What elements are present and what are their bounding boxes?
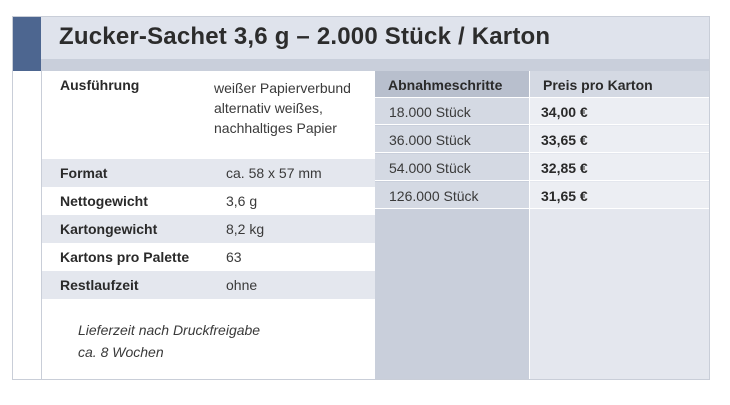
header-band bbox=[41, 59, 709, 71]
price-cell bbox=[530, 98, 709, 125]
spec-value-kartongewicht: 8,2 kg bbox=[226, 221, 265, 237]
delivery-note-line: ca. 8 Wochen bbox=[78, 344, 164, 360]
spec-value-format: ca. 58 x 57 mm bbox=[226, 165, 322, 181]
quantity-column bbox=[375, 71, 529, 379]
quantity-cell bbox=[375, 98, 529, 125]
quantity-cell bbox=[375, 126, 529, 153]
product-card bbox=[12, 16, 710, 380]
spec-value-nettogewicht: 3,6 g bbox=[226, 193, 258, 209]
spec-value-ausfuehrung bbox=[214, 78, 351, 138]
spec-row-nettogewicht bbox=[42, 187, 375, 215]
delivery-note bbox=[78, 319, 260, 363]
spec-row-format bbox=[42, 159, 375, 187]
spec-value-line: nachhaltiges Papier bbox=[214, 120, 337, 136]
quantity-value: 126.000 Stück bbox=[389, 188, 479, 204]
spec-label-restlaufzeit: Restlaufzeit bbox=[60, 277, 139, 293]
spec-label-ausfuehrung: Ausführung bbox=[60, 77, 140, 93]
spec-label-nettogewicht: Nettogewicht bbox=[60, 193, 148, 209]
quantity-cell bbox=[375, 182, 529, 209]
spec-value-line: weißer Papierverbund bbox=[214, 80, 351, 96]
spec-value-line: alternativ weißes, bbox=[214, 100, 323, 116]
spec-value-kartons-pro-palette: 63 bbox=[226, 249, 242, 265]
accent-bar bbox=[13, 17, 41, 71]
quantity-header-cell bbox=[375, 71, 529, 98]
price-value: 31,65 € bbox=[541, 188, 588, 204]
spec-row-ausfuehrung bbox=[42, 71, 375, 159]
price-value: 33,65 € bbox=[541, 132, 588, 148]
delivery-note-line: Lieferzeit nach Druckfreigabe bbox=[78, 322, 261, 338]
spec-row-kartons-pro-palette bbox=[42, 243, 375, 271]
price-value: 32,85 € bbox=[541, 160, 588, 176]
quantity-value: 54.000 Stück bbox=[389, 160, 471, 176]
spec-label-kartons-pro-palette: Kartons pro Palette bbox=[60, 249, 190, 265]
quantity-value: 36.000 Stück bbox=[389, 132, 471, 148]
spec-label-kartongewicht: Kartongewicht bbox=[60, 221, 158, 237]
price-header-cell bbox=[530, 71, 709, 98]
price-value: 34,00 € bbox=[541, 104, 588, 120]
spec-table bbox=[42, 71, 375, 299]
price-cell bbox=[530, 154, 709, 181]
spec-row-kartongewicht bbox=[42, 215, 375, 243]
price-column bbox=[530, 71, 709, 379]
spec-label-format: Format bbox=[60, 165, 108, 181]
spec-row-restlaufzeit bbox=[42, 271, 375, 299]
price-cell bbox=[530, 182, 709, 209]
product-title: Zucker-Sachet 3,6 g – 2.000 Stück / Karton bbox=[59, 23, 551, 50]
spec-value-restlaufzeit: ohne bbox=[226, 277, 258, 293]
price-cell bbox=[530, 126, 709, 153]
quantity-cell bbox=[375, 154, 529, 181]
quantity-header: Abnahmeschritte bbox=[388, 77, 503, 93]
quantity-value: 18.000 Stück bbox=[389, 104, 471, 120]
price-header: Preis pro Karton bbox=[543, 77, 653, 93]
